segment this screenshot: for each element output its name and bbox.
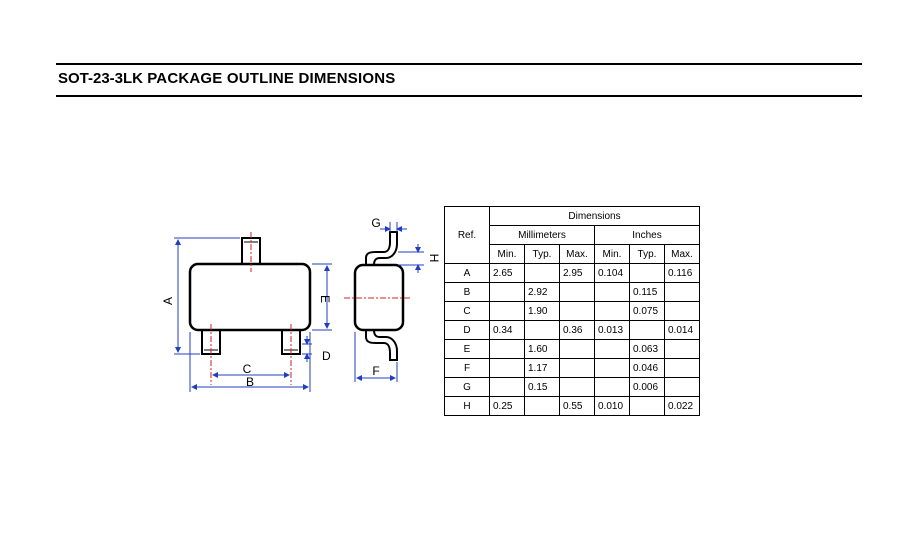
value-cell-mm-min	[490, 340, 525, 359]
value-cell-in-typ: 0.075	[630, 302, 665, 321]
table-row	[445, 302, 700, 321]
value-cell-mm-max	[560, 378, 595, 397]
value-cell-in-min	[595, 340, 630, 359]
sub-header-mm-min: Min.	[490, 245, 525, 264]
ref-cell: G	[445, 378, 490, 397]
ref-cell: E	[445, 340, 490, 359]
value-cell-mm-max: 2.95	[560, 264, 595, 283]
value-cell-mm-min	[490, 359, 525, 378]
sub-header-in-min: Min.	[595, 245, 630, 264]
value-cell-mm-typ: 1.60	[525, 340, 560, 359]
value-cell-in-min	[595, 283, 630, 302]
value-cell-mm-typ: 2.92	[525, 283, 560, 302]
label-c: C	[242, 362, 252, 376]
value-cell-mm-min: 0.25	[490, 397, 525, 416]
value-cell-mm-max: 0.36	[560, 321, 595, 340]
value-cell-in-typ: 0.046	[630, 359, 665, 378]
value-cell-in-max: 0.014	[665, 321, 700, 340]
label-d: D	[322, 349, 331, 363]
dimensions-header: Dimensions	[490, 207, 700, 226]
sub-header-in-typ: Typ.	[630, 245, 665, 264]
ref-cell: F	[445, 359, 490, 378]
top-view	[161, 232, 332, 392]
table-row	[445, 340, 700, 359]
value-cell-in-min	[595, 378, 630, 397]
dimensions-table-body	[445, 264, 700, 416]
value-cell-in-typ	[630, 321, 665, 340]
value-cell-in-min	[595, 302, 630, 321]
value-cell-mm-min	[490, 283, 525, 302]
label-b: B	[245, 375, 255, 389]
millimeters-header: Millimeters	[490, 226, 595, 245]
inches-header: Inches	[595, 226, 700, 245]
sub-header-mm-max: Max.	[560, 245, 595, 264]
label-a: A	[161, 296, 175, 306]
lead-gullwing-top	[366, 232, 397, 265]
value-cell-in-min: 0.104	[595, 264, 630, 283]
title-text: PACKAGE OUTLINE DIMENSIONS	[147, 70, 396, 87]
table-row	[445, 264, 700, 283]
value-cell-in-max	[665, 302, 700, 321]
value-cell-mm-min: 2.65	[490, 264, 525, 283]
ref-cell: H	[445, 397, 490, 416]
value-cell-in-typ: 0.063	[630, 340, 665, 359]
table-row	[445, 321, 700, 340]
label-h: H	[427, 253, 441, 263]
value-cell-in-max: 0.022	[665, 397, 700, 416]
ref-cell: C	[445, 302, 490, 321]
sub-header-in-max: Max.	[665, 245, 700, 264]
sub-header-mm-typ: Typ.	[525, 245, 560, 264]
ref-cell: A	[445, 264, 490, 283]
value-cell-mm-max	[560, 359, 595, 378]
ref-cell: D	[445, 321, 490, 340]
lead-gullwing-bottom	[366, 330, 397, 360]
value-cell-mm-min	[490, 378, 525, 397]
dimensions-table	[444, 206, 700, 416]
value-cell-mm-max	[560, 340, 595, 359]
value-cell-in-min: 0.013	[595, 321, 630, 340]
value-cell-in-typ: 0.006	[630, 378, 665, 397]
value-cell-mm-max	[560, 283, 595, 302]
value-cell-mm-max: 0.55	[560, 397, 595, 416]
table-row	[445, 359, 700, 378]
table-row	[445, 378, 700, 397]
value-cell-in-max	[665, 340, 700, 359]
value-cell-in-typ: 0.115	[630, 283, 665, 302]
value-cell-mm-min	[490, 302, 525, 321]
value-cell-mm-typ	[525, 397, 560, 416]
value-cell-mm-max	[560, 302, 595, 321]
value-cell-mm-typ: 0.15	[525, 378, 560, 397]
package-body	[190, 264, 310, 330]
table-row	[445, 397, 700, 416]
label-g: G	[371, 216, 381, 230]
value-cell-mm-min: 0.34	[490, 321, 525, 340]
title-part-number: SOT-23-3LK	[58, 70, 144, 87]
label-f: F	[372, 364, 380, 378]
value-cell-in-min	[595, 359, 630, 378]
ref-cell: B	[445, 283, 490, 302]
value-cell-in-max	[665, 283, 700, 302]
side-view	[344, 216, 441, 382]
ref-header: Ref.	[445, 207, 490, 264]
value-cell-mm-typ: 1.17	[525, 359, 560, 378]
value-cell-in-max	[665, 359, 700, 378]
value-cell-in-typ	[630, 397, 665, 416]
value-cell-in-min: 0.010	[595, 397, 630, 416]
value-cell-in-max	[665, 378, 700, 397]
value-cell-mm-typ: 1.90	[525, 302, 560, 321]
value-cell-in-typ	[630, 264, 665, 283]
table-row	[445, 283, 700, 302]
value-cell-in-max: 0.116	[665, 264, 700, 283]
value-cell-mm-typ	[525, 264, 560, 283]
value-cell-mm-typ	[525, 321, 560, 340]
label-e: E	[318, 294, 332, 304]
